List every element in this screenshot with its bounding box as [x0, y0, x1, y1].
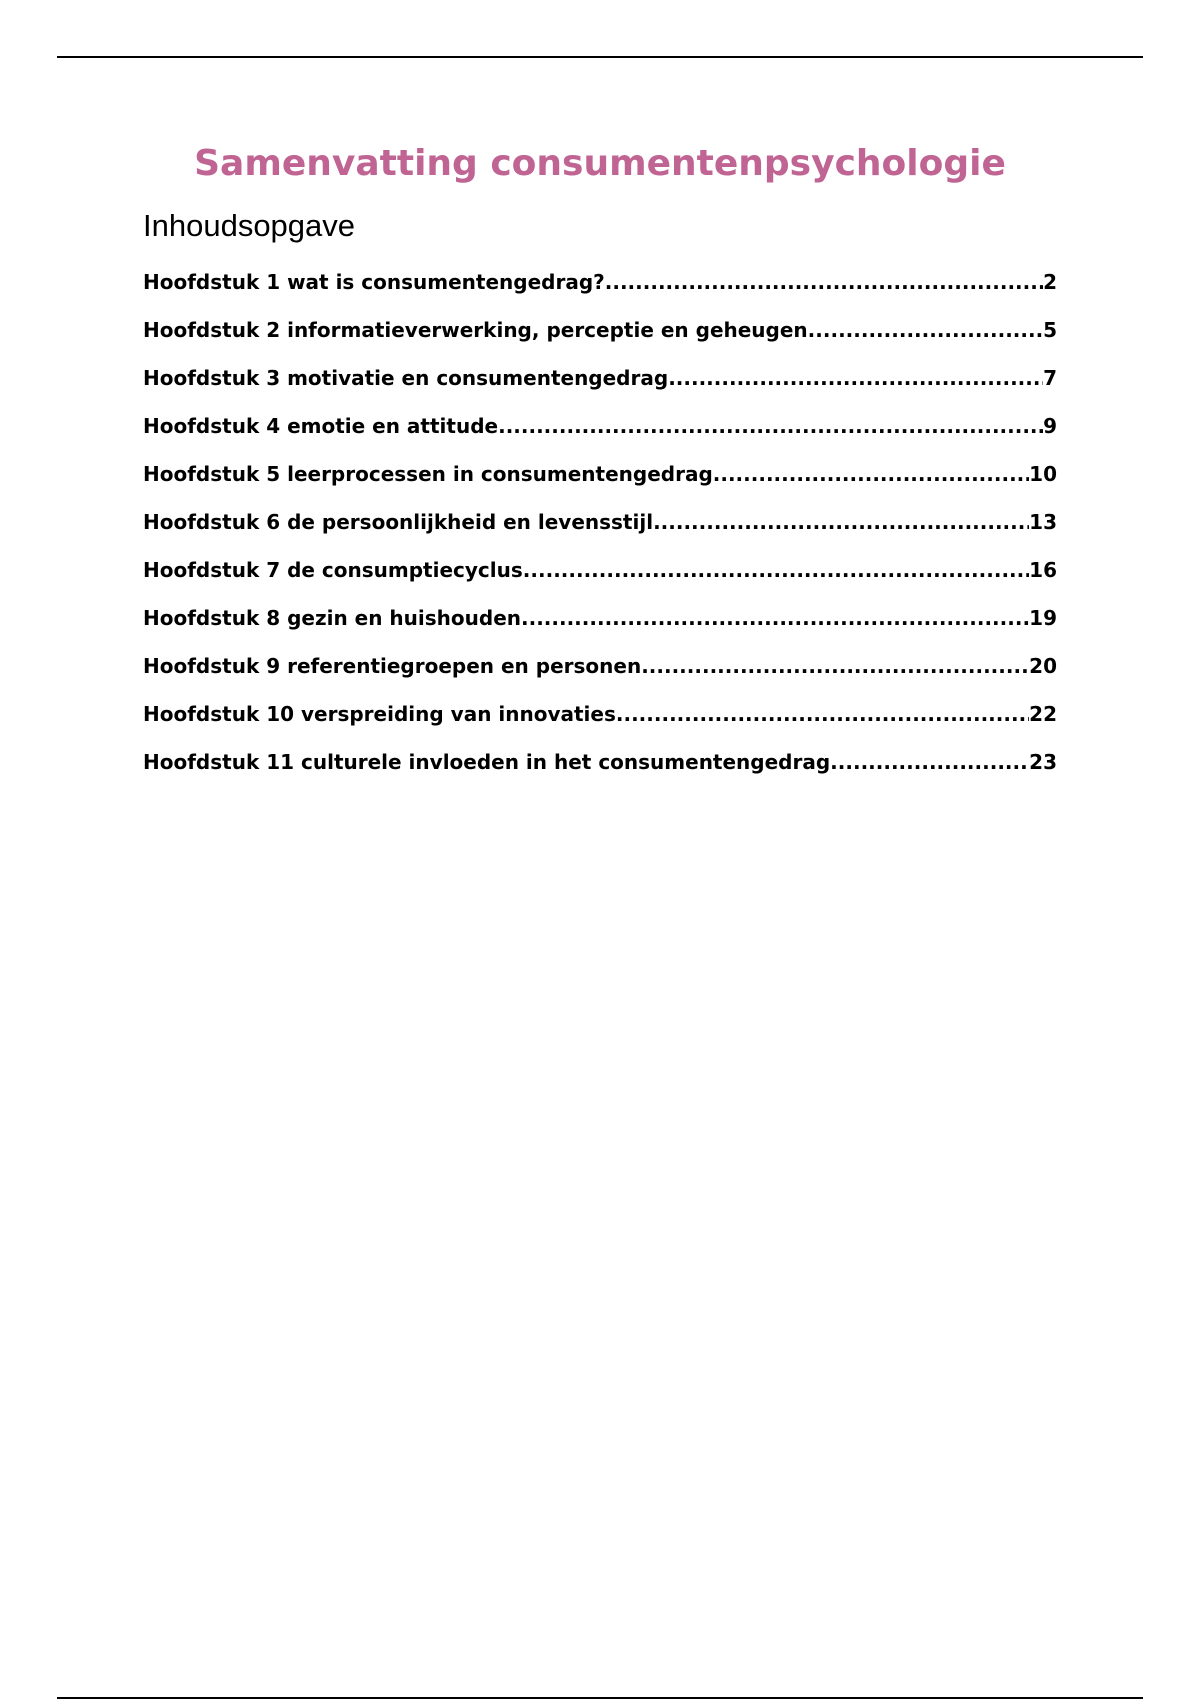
toc-entry-label: Hoofdstuk 5 leerprocessen in consumentengedrag [143, 462, 713, 486]
toc-page-number: 2 [1043, 270, 1057, 294]
toc-page-number: 9 [1043, 414, 1057, 438]
toc-dot-leader [523, 554, 1029, 586]
toc-entry-label: Hoofdstuk 4 emotie en attitude [143, 414, 499, 438]
toc-page-number: 20 [1029, 654, 1057, 678]
toc-page-number: 23 [1029, 750, 1057, 774]
toc-page-number: 13 [1029, 510, 1057, 534]
toc-entry-chapter-4[interactable] [143, 410, 1057, 458]
header-rule [57, 56, 1143, 58]
toc-dot-leader [808, 314, 1043, 346]
toc-entry-label: Hoofdstuk 3 motivatie en consumentengedrag [143, 366, 669, 390]
toc-dot-leader [616, 698, 1029, 730]
toc-page-number: 22 [1029, 702, 1057, 726]
toc-dot-leader [830, 746, 1029, 778]
toc-entry-label: Hoofdstuk 1 wat is consumentengedrag? [143, 270, 605, 294]
toc-entry-chapter-6[interactable] [143, 506, 1057, 554]
toc-entry-label: Hoofdstuk 9 referentiegroepen en personen [143, 654, 642, 678]
footer-rule [57, 1697, 1143, 1699]
toc-entry-chapter-10[interactable] [143, 698, 1057, 746]
toc-dot-leader [641, 650, 1029, 682]
toc-entry-chapter-9[interactable] [143, 650, 1057, 698]
toc-entry-label: Hoofdstuk 7 de consumptiecyclus [143, 558, 523, 582]
toc-heading: Inhoudsopgave [143, 208, 356, 243]
toc-page-number: 10 [1029, 462, 1057, 486]
toc-dot-leader [605, 266, 1043, 298]
toc-entry-label: Hoofdstuk 11 culturele invloeden in het consumentengedrag [143, 750, 831, 774]
toc-dot-leader [498, 410, 1043, 442]
toc-entry-chapter-5[interactable] [143, 458, 1057, 506]
toc-entry-label: Hoofdstuk 2 informatieverwerking, perceptie en geheugen [143, 318, 808, 342]
toc-page-number: 5 [1043, 318, 1057, 342]
document-title: Samenvatting consumentenpsychologie [194, 143, 1006, 184]
toc-entry-label: Hoofdstuk 10 verspreiding van innovaties [143, 702, 616, 726]
toc-dot-leader [653, 506, 1029, 538]
toc-entry-chapter-1[interactable] [143, 266, 1057, 314]
table-of-contents [143, 266, 1057, 794]
toc-dot-leader [668, 362, 1043, 394]
toc-entry-label: Hoofdstuk 6 de persoonlijkheid en levensstijl [143, 510, 654, 534]
toc-page-number: 7 [1043, 366, 1057, 390]
toc-entry-label: Hoofdstuk 8 gezin en huishouden [143, 606, 521, 630]
toc-entry-chapter-7[interactable] [143, 554, 1057, 602]
toc-dot-leader [521, 602, 1029, 634]
toc-entry-chapter-8[interactable] [143, 602, 1057, 650]
toc-entry-chapter-3[interactable] [143, 362, 1057, 410]
toc-dot-leader [713, 458, 1029, 490]
toc-page-number: 19 [1029, 606, 1057, 630]
toc-entry-chapter-2[interactable] [143, 314, 1057, 362]
toc-entry-chapter-11[interactable] [143, 746, 1057, 794]
toc-page-number: 16 [1029, 558, 1057, 582]
